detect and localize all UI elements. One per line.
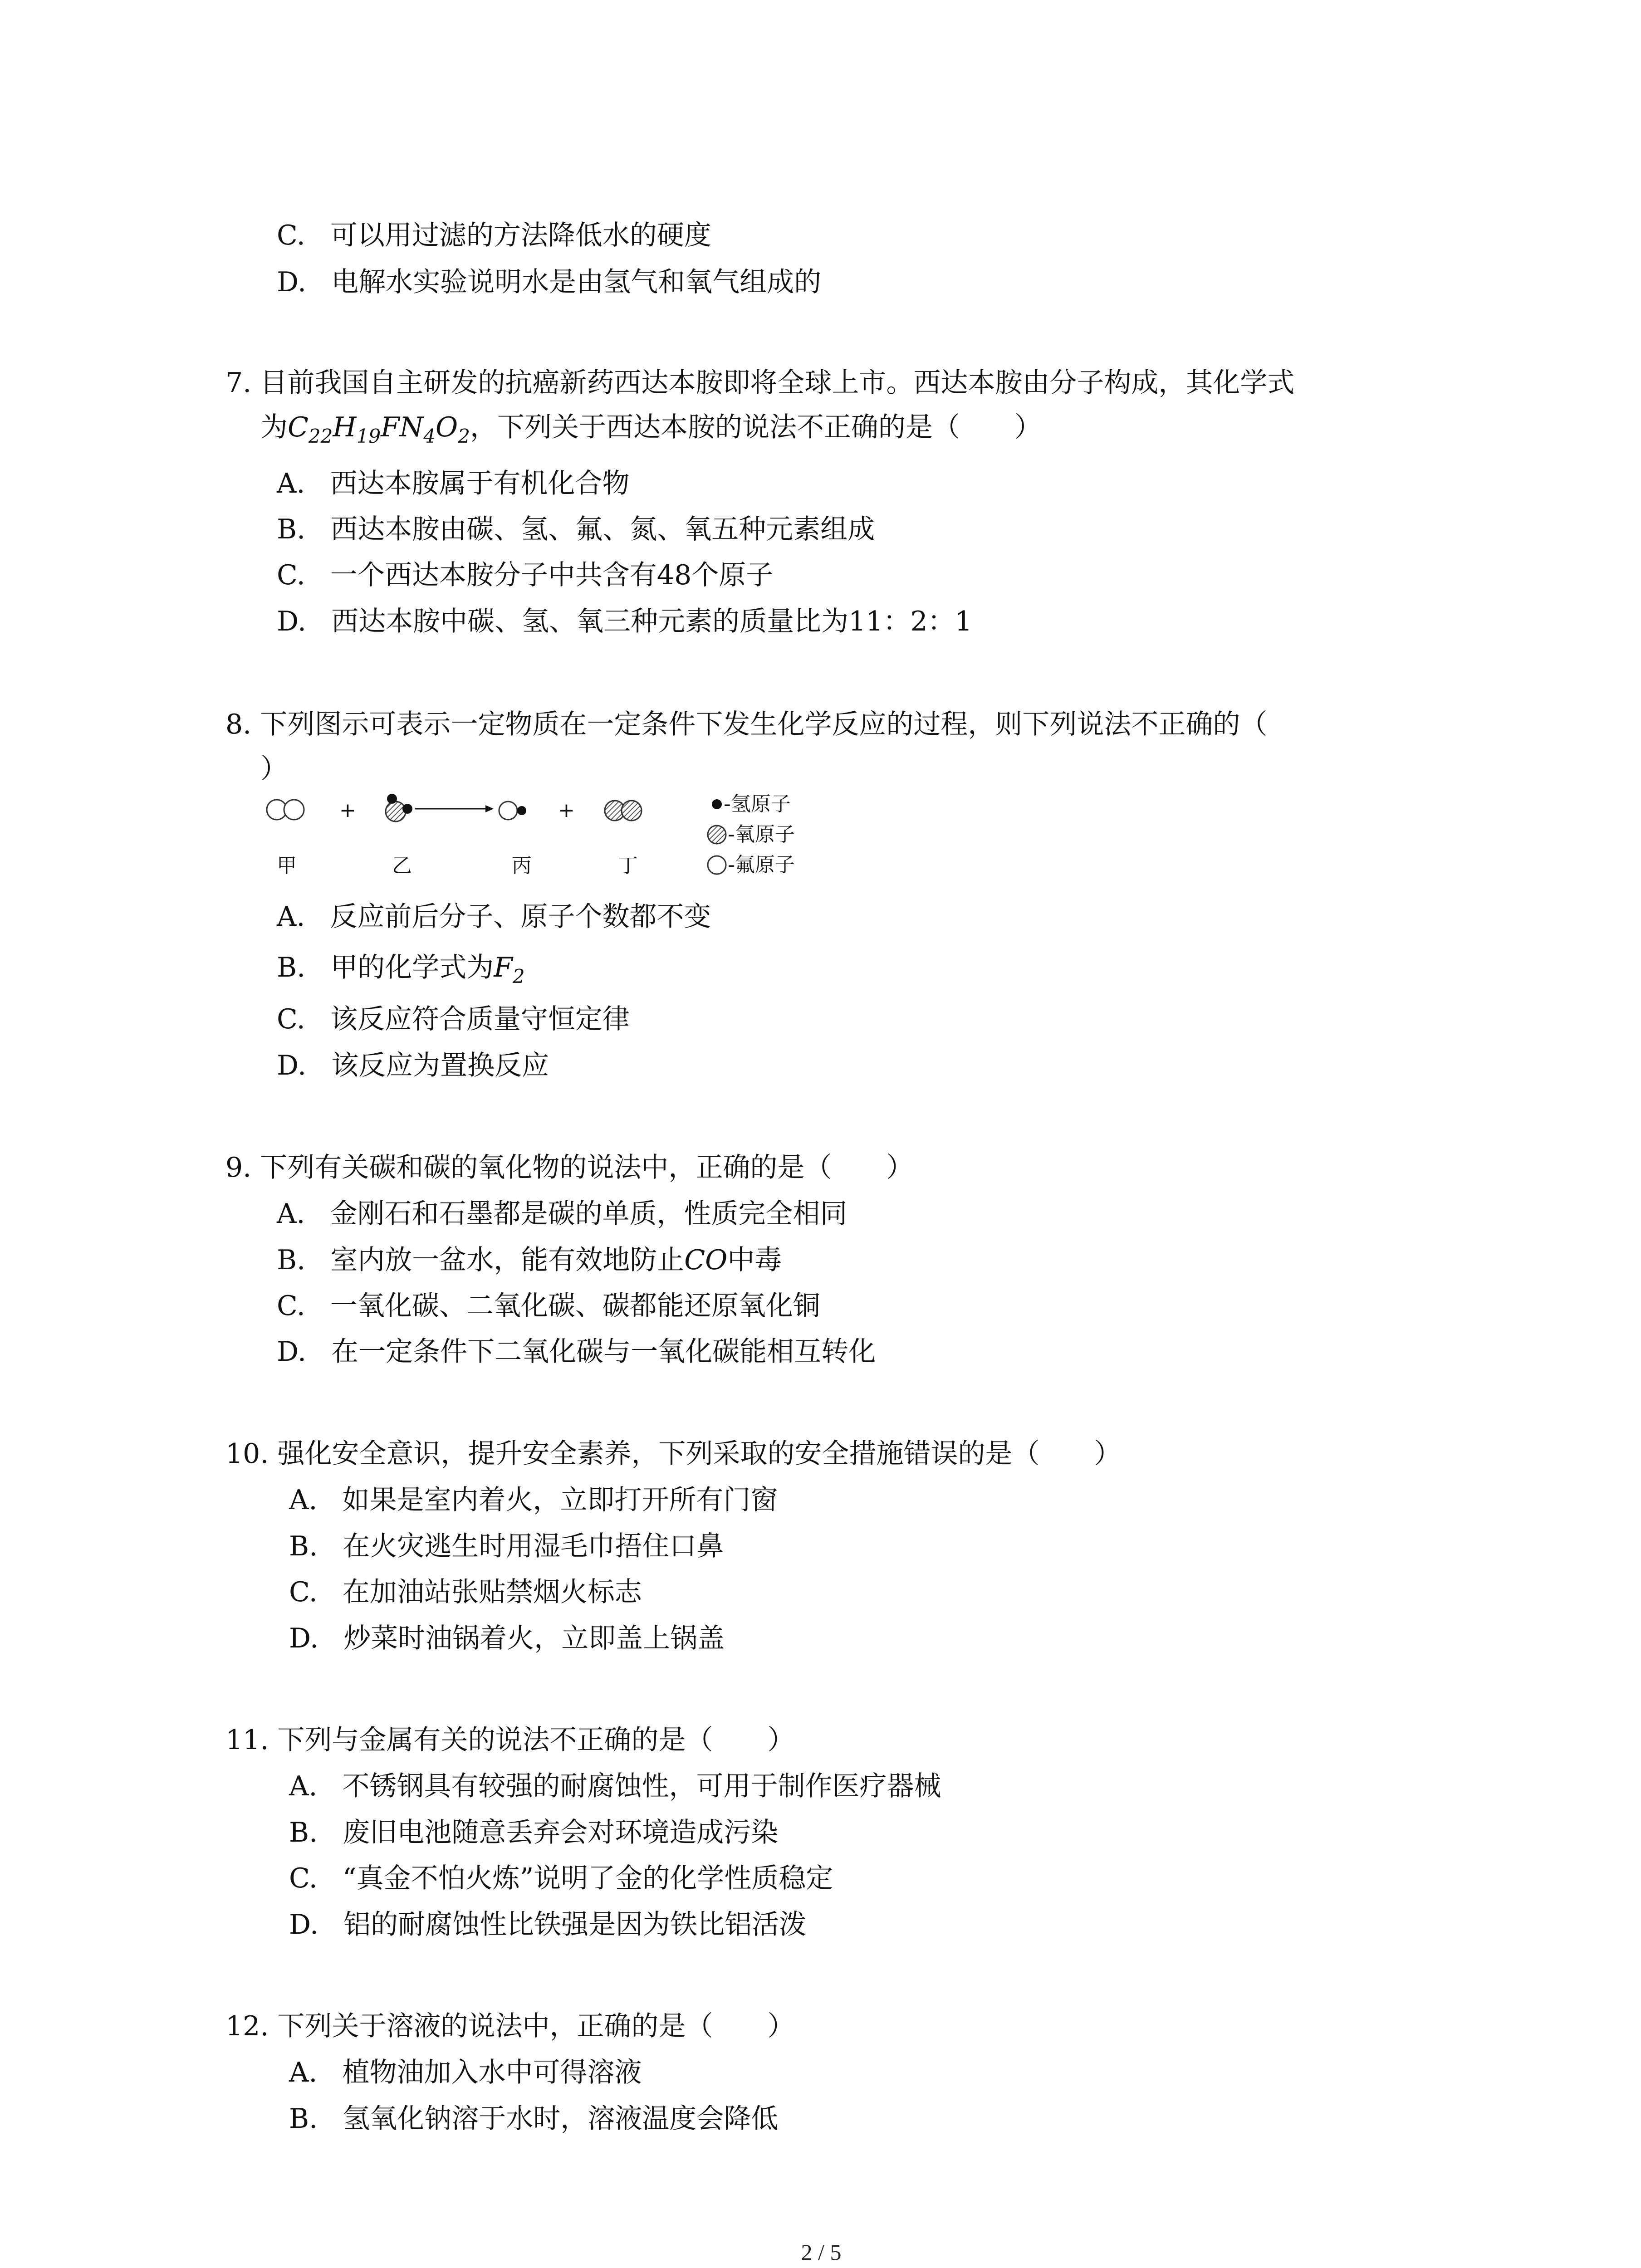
option-text: 电解水实验说明水是由氢气和氧气组成的	[331, 266, 822, 298]
option-label: A.	[277, 1198, 305, 1230]
option-text: 在加油站张贴禁烟火标志	[342, 1576, 642, 1608]
q12-option-b	[289, 2102, 778, 2135]
option-label: B.	[277, 952, 306, 983]
q11-option-c	[289, 1862, 833, 1895]
option-text: 一个西达本胺分子中共含有48个原子	[330, 559, 774, 591]
page-number: 2 / 5	[801, 2239, 842, 2265]
q9-option-c	[277, 1290, 820, 1322]
option-label: C.	[277, 559, 305, 591]
q11-option-a	[289, 1770, 941, 1803]
option-text: 如果是室内着火，立即打开所有门窗	[342, 1484, 778, 1516]
option-label: A.	[277, 468, 305, 499]
stem-prefix: 为	[260, 411, 288, 443]
option-text: 不锈钢具有较强的耐腐蚀性，可用于制作医疗器械	[342, 1770, 941, 1802]
q7-option-b	[277, 513, 875, 546]
q8-option-c	[277, 1003, 630, 1036]
option-text: “真金不怕火炼”说明了金的化学性质稳定	[342, 1862, 833, 1894]
option-label: B.	[277, 1244, 306, 1276]
molecule-jia	[267, 800, 304, 820]
option-text: 西达本胺由碳、氢、氟、氮、氧五种元素组成	[330, 513, 875, 545]
option-text: 西达本胺属于有机化合物	[330, 468, 630, 499]
option-label: C.	[289, 1862, 318, 1894]
q12-option-a	[289, 2056, 642, 2089]
option-label: A.	[289, 2057, 318, 2088]
q11-option-d	[289, 1908, 806, 1941]
option-text: 废旧电池随意丢弃会对环境造成污染	[343, 1817, 779, 1848]
q12-stem: 12. 下列关于溶液的说法中，正确的是（ ）	[225, 2010, 795, 2042]
q8-option-d	[277, 1049, 549, 1082]
molecule-ding	[605, 801, 642, 821]
option-text: 氢氧化钠溶于水时，溶液温度会降低	[343, 2103, 779, 2135]
option-label: D.	[277, 266, 307, 298]
stem-suffix: ，下列关于西达本胺的说法不正确的是（ ）	[470, 411, 1042, 443]
option-text: 可以用过滤的方法降低水的硬度	[330, 220, 711, 251]
reaction-arrow	[415, 805, 494, 812]
molecule-yi	[386, 794, 412, 821]
option-text: 金刚石和石墨都是碳的单质，性质完全相同	[330, 1198, 847, 1230]
q11-stem: 11. 下列与金属有关的说法不正确的是（ ）	[225, 1724, 795, 1756]
option-text: 一氧化碳、二氧化碳、碳都能还原氧化铜	[330, 1290, 820, 1322]
q10-option-a	[289, 1484, 778, 1516]
q8-stem-line2: ）	[260, 753, 288, 785]
chemical-formula: $F_2$	[494, 952, 525, 987]
label-bing: 丙	[512, 854, 532, 877]
option-text: 甲的化学式为$F_2$	[330, 952, 525, 987]
option-text: 反应前后分子、原子个数都不变	[330, 901, 711, 933]
q7-stem-line2	[260, 411, 1042, 453]
option-label: A.	[289, 1770, 318, 1802]
q10-option-c	[289, 1576, 642, 1608]
q6-option-c	[277, 219, 711, 252]
option-text: 该反应为置换反应	[331, 1050, 549, 1081]
chemical-formula: CO	[684, 1244, 728, 1276]
option-label: B.	[277, 513, 306, 545]
plus-sign: +	[339, 799, 356, 822]
option-label: C.	[277, 220, 305, 251]
option-label: D.	[277, 606, 307, 637]
q10-stem: 10. 强化安全意识，提升安全素养，下列采取的安全措施错误的是（ ）	[225, 1438, 1122, 1470]
q11-option-b	[289, 1816, 778, 1849]
option-label: C.	[277, 1003, 305, 1035]
option-label: D.	[277, 1050, 307, 1081]
q7-option-a	[277, 467, 629, 500]
q10-option-d	[289, 1622, 725, 1655]
option-text: 植物油加入水中可得溶液	[342, 2057, 642, 2088]
option-label: B.	[289, 2103, 318, 2135]
q8-stem-line1: 8. 下列图示可表示一定物质在一定条件下发生化学反应的过程，则下列说法不正确的（	[225, 709, 1268, 740]
label-yi: 乙	[392, 854, 412, 877]
option-label: B.	[289, 1817, 318, 1848]
q9-option-a	[277, 1198, 847, 1230]
legend-hydrogen: -氢原子	[724, 792, 791, 816]
q8-option-a	[277, 900, 711, 933]
q9-stem: 9. 下列有关碳和碳的氧化物的说法中，正确的是（ ）	[225, 1152, 914, 1183]
option-text: 铝的耐腐蚀性比铁强是因为铁比铝活泼	[343, 1909, 807, 1941]
label-ding: 丁	[618, 854, 638, 877]
option-text: 炒菜时油锅着火，立即盖上锅盖	[343, 1623, 725, 1654]
option-text: 在火灾逃生时用湿毛巾捂住口鼻	[343, 1530, 724, 1562]
option-text: 西达本胺中碳、氢、氧三种元素的质量比为11：2：1	[331, 606, 972, 637]
q9-option-b	[277, 1244, 782, 1276]
option-label: B.	[289, 1530, 318, 1562]
q9-option-d	[277, 1335, 876, 1368]
option-label: D.	[289, 1623, 319, 1654]
option-label: D.	[277, 1336, 307, 1368]
option-label: C.	[277, 1290, 305, 1322]
plus-sign: +	[558, 799, 575, 822]
q7-option-d	[277, 605, 972, 638]
option-label: A.	[277, 901, 305, 933]
q7-option-c	[277, 559, 773, 591]
option-text: 在一定条件下二氧化碳与一氧化碳能相互转化	[331, 1336, 876, 1368]
legend-oxygen: -氧原子	[728, 823, 795, 846]
reaction-diagram	[263, 787, 853, 887]
q7-stem-line1: 7. 目前我国自主研发的抗癌新药西达本胺即将全球上市。西达本胺由分子构成，其化学式	[225, 367, 1295, 399]
option-text: 室内放一盆水，能有效地防止CO中毒	[330, 1244, 782, 1276]
option-label: A.	[289, 1484, 318, 1516]
chemical-formula: $C_{22}H_{19}FN_4O_2$	[288, 411, 470, 447]
option-text: 该反应符合质量守恒定律	[330, 1003, 630, 1035]
q6-option-d	[277, 266, 821, 298]
molecule-bing	[499, 802, 526, 820]
q10-option-b	[289, 1530, 724, 1563]
q8-option-b	[277, 951, 525, 993]
option-label: D.	[289, 1909, 319, 1941]
option-label: C.	[289, 1576, 318, 1608]
label-jia: 甲	[277, 854, 297, 877]
legend-fluorine: -氟原子	[728, 853, 795, 876]
